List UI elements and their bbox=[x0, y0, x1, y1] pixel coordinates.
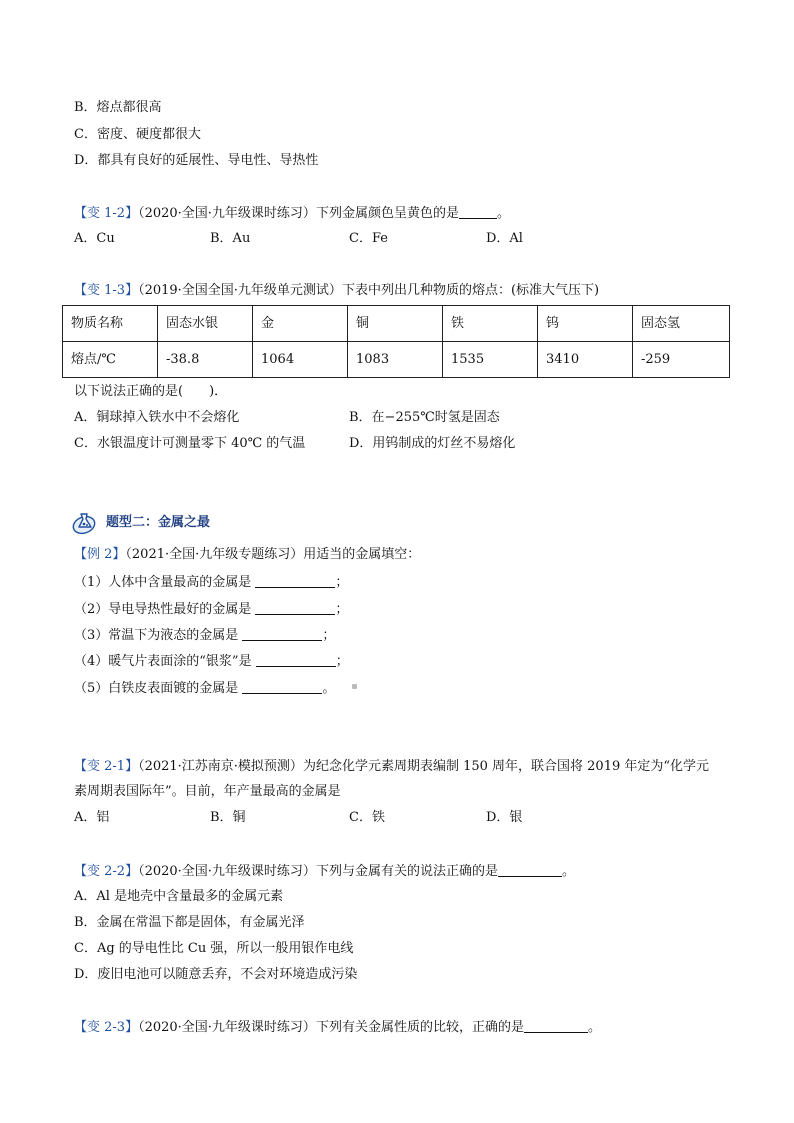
fill-item-end: ； bbox=[335, 602, 349, 617]
flask-icon bbox=[70, 510, 100, 536]
option-b: B．Au bbox=[210, 231, 251, 246]
question-tag: 【变 2-3】 bbox=[74, 1020, 139, 1035]
question-end: 。 bbox=[587, 1020, 601, 1035]
question-stem: 下列与金属有关的说法正确的是 bbox=[315, 864, 498, 879]
options-v2-1 bbox=[74, 811, 734, 827]
example-2 bbox=[74, 548, 420, 561]
fill-item-3 bbox=[74, 628, 335, 642]
table-cell: -38.8 bbox=[158, 342, 253, 378]
question-v2-1 bbox=[74, 760, 709, 773]
question-stem: 下列金属颜色呈黄色的是 bbox=[315, 206, 459, 221]
answer-blank[interactable] bbox=[242, 628, 322, 641]
table-cell: 固态氢 bbox=[633, 306, 730, 342]
question-v2-1-cont: 素周期表国际年”。目前，年产量最高的金属是 bbox=[74, 784, 341, 799]
question-prompt: 以下说法正确的是( )． bbox=[74, 384, 228, 399]
option-b: B．金属在常温下都是固体，有金属光泽 bbox=[74, 915, 305, 930]
options-v1-3-row1 bbox=[74, 411, 734, 427]
table-cell: 铁 bbox=[443, 306, 538, 342]
table-row bbox=[63, 342, 730, 378]
question-stem: 下列有关金属性质的比较，正确的是 bbox=[315, 1020, 524, 1035]
option-c: C．铁 bbox=[349, 810, 385, 825]
option-d: D．都具有良好的延展性、导电性、导热性 bbox=[74, 153, 319, 168]
question-source: （2021·全国·九年级专题练习） bbox=[125, 547, 304, 562]
fill-item-text: （3）常温下为液态的金属是 bbox=[74, 628, 239, 643]
question-source: （2020·全国·九年级课时练习） bbox=[138, 1020, 316, 1035]
option-c: C．水银温度计可测量零下 40℃ 的气温 bbox=[74, 436, 306, 451]
option-a: A．铜球掉入铁水中不会熔化 bbox=[74, 410, 240, 425]
fill-item-1 bbox=[74, 575, 348, 589]
option-a: A．铝 bbox=[74, 810, 110, 825]
option-c: C．密度、硬度都很大 bbox=[74, 127, 201, 142]
fill-item-text: （5）白铁皮表面镀的金属是 bbox=[74, 681, 239, 696]
question-tag: 【例 2】 bbox=[74, 547, 126, 562]
question-tag: 【变 2-2】 bbox=[74, 864, 139, 879]
table-cell: 3410 bbox=[538, 342, 633, 378]
options-v1-3-row2 bbox=[74, 437, 734, 453]
table-header-row bbox=[63, 306, 730, 342]
table-cell: 1535 bbox=[443, 342, 538, 378]
table-cell: 金 bbox=[253, 306, 348, 342]
question-stem: 下表中列出几种物质的熔点：(标准大气压下) bbox=[341, 283, 600, 298]
fill-item-2 bbox=[74, 602, 348, 616]
question-v1-2 bbox=[74, 206, 510, 220]
option-b: B．熔点都很高 bbox=[74, 100, 162, 115]
option-b: B．铜 bbox=[210, 810, 246, 825]
fill-item-4 bbox=[74, 654, 349, 668]
fill-item-text: （4）暖气片表面涂的“银浆”是 bbox=[74, 654, 252, 669]
question-tag: 【变 2-1】 bbox=[74, 759, 139, 774]
option-c: C．Fe bbox=[349, 231, 388, 246]
melting-point-table bbox=[62, 305, 730, 378]
fill-item-text: （2）导电导热性最好的金属是 bbox=[74, 602, 252, 617]
option-d: D．废旧电池可以随意丢弃，不会对环境造成污染 bbox=[74, 967, 358, 982]
question-stem: 用适当的金属填空： bbox=[303, 547, 421, 562]
option-d: D．银 bbox=[486, 810, 523, 825]
question-v2-3 bbox=[74, 1020, 601, 1034]
answer-blank[interactable] bbox=[255, 575, 335, 588]
option-d: D．Al bbox=[486, 231, 523, 246]
scan-mark bbox=[352, 684, 357, 689]
question-source: （2020·全国·九年级课时练习） bbox=[138, 206, 316, 221]
question-source: （2019·全国全国·九年级单元测试） bbox=[138, 283, 342, 298]
options-v1-2 bbox=[74, 232, 734, 248]
answer-blank[interactable] bbox=[256, 654, 336, 667]
answer-blank[interactable] bbox=[498, 864, 562, 877]
table-cell: 1064 bbox=[253, 342, 348, 378]
section-title: 题型二：金属之最 bbox=[106, 515, 211, 530]
question-v2-2 bbox=[74, 864, 575, 878]
answer-blank[interactable] bbox=[242, 681, 322, 694]
fill-item-end: ； bbox=[335, 654, 349, 669]
answer-blank[interactable] bbox=[255, 602, 335, 615]
table-cell: 固态水银 bbox=[158, 306, 253, 342]
question-end: 。 bbox=[561, 864, 575, 879]
option-b: B．在−255℃时氢是固态 bbox=[349, 410, 500, 425]
answer-blank[interactable] bbox=[524, 1020, 588, 1033]
fill-item-end: 。 bbox=[322, 681, 336, 696]
question-tag: 【变 1-3】 bbox=[74, 283, 139, 298]
option-d: D．用钨制成的灯丝不易熔化 bbox=[349, 436, 516, 451]
answer-blank[interactable] bbox=[459, 206, 497, 219]
question-end: 。 bbox=[496, 206, 510, 221]
question-source: （2021·江苏南京·模拟预测） bbox=[138, 759, 303, 774]
fill-item-5 bbox=[74, 681, 335, 695]
table-cell: 物质名称 bbox=[63, 306, 158, 342]
option-c: C．Ag 的导电性比 Cu 强，所以一般用银作电线 bbox=[74, 941, 354, 956]
option-a: A．Cu bbox=[74, 231, 115, 246]
question-stem: 为纪念化学元素周期表编制 150 周年，联合国将 2019 年定为“化学元 bbox=[302, 759, 710, 774]
question-tag: 【变 1-2】 bbox=[74, 206, 139, 221]
fill-item-end: ； bbox=[335, 575, 349, 590]
table-cell: 1083 bbox=[348, 342, 443, 378]
table-cell: 钨 bbox=[538, 306, 633, 342]
question-v1-3 bbox=[74, 284, 599, 297]
table-cell: 铜 bbox=[348, 306, 443, 342]
table-cell: -259 bbox=[633, 342, 730, 378]
fill-item-text: （1）人体中含量最高的金属是 bbox=[74, 575, 252, 590]
table-cell: 熔点/℃ bbox=[63, 342, 158, 378]
question-source: （2020·全国·九年级课时练习） bbox=[138, 864, 316, 879]
fill-item-end: ； bbox=[322, 628, 336, 643]
option-a: A．Al 是地壳中含量最多的金属元素 bbox=[74, 889, 284, 904]
